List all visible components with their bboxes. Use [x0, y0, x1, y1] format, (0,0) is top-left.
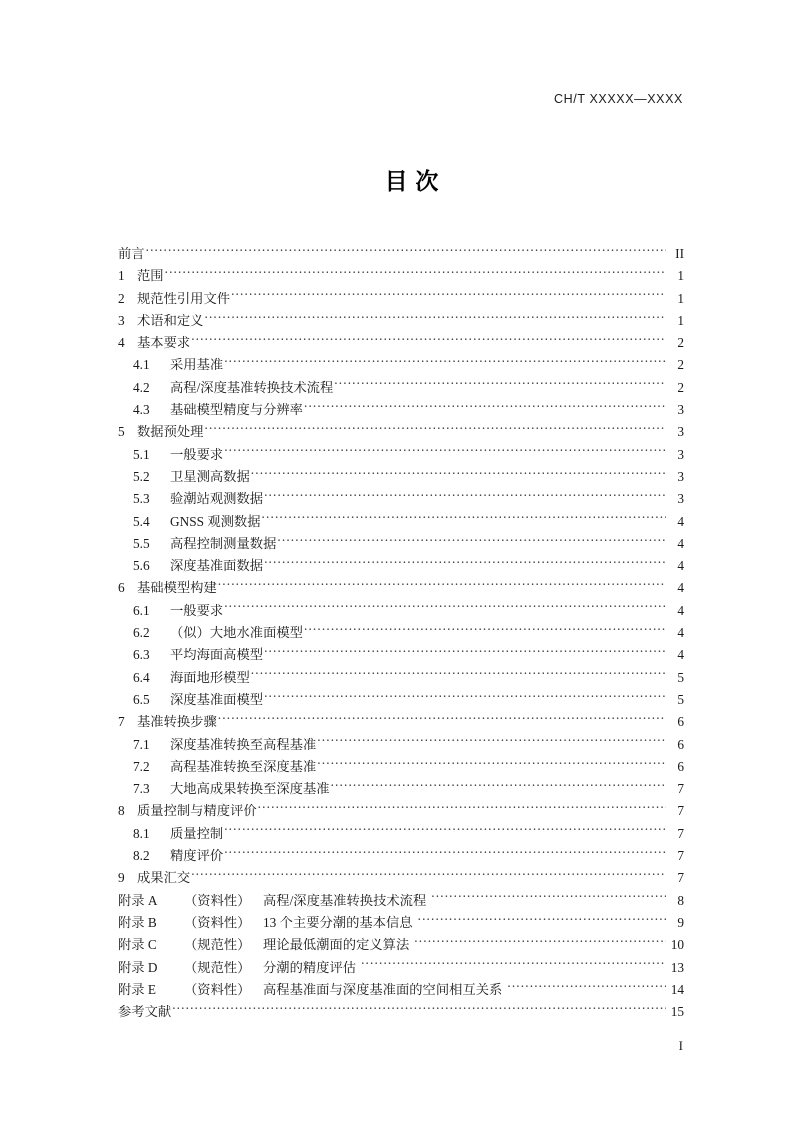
toc-entry[interactable] — [118, 756, 684, 778]
page-title: 目 次 — [384, 169, 440, 194]
toc-entry-page-number: 9 — [677, 914, 684, 930]
table-of-contents — [118, 243, 684, 1023]
toc-leader-dots — [204, 423, 666, 436]
toc-entry-page-number: 6 — [677, 736, 684, 752]
toc-entry-page-number: 4 — [677, 580, 684, 596]
toc-entry[interactable] — [118, 421, 684, 443]
toc-leader-dots — [331, 780, 666, 793]
toc-entry-label: 平均海面高模型 — [170, 647, 264, 663]
toc-entry-label: 基本要求 — [137, 335, 191, 351]
toc-entry-page-number: 7 — [677, 825, 684, 841]
toc-entry-number: 6.4 — [133, 669, 150, 685]
toc-entry-label: 深度基准面模型 — [170, 691, 264, 707]
toc-leader-dots — [414, 936, 666, 949]
toc-entry-annex-id: 附录 C — [118, 937, 157, 953]
toc-entry[interactable] — [118, 867, 684, 889]
toc-entry-label: 13 个主要分潮的基本信息 — [263, 914, 413, 930]
toc-entry-label: 基础模型精度与分辨率 — [170, 402, 303, 418]
toc-entry-page-number: 6 — [677, 758, 684, 774]
toc-entry-label: 精度评价 — [170, 848, 224, 864]
toc-entry-page-number: 14 — [670, 981, 684, 997]
toc-entry-page-number: 3 — [677, 491, 684, 507]
toc-entry[interactable] — [118, 265, 684, 287]
toc-entry-annex-kind: （资料性） — [184, 981, 251, 997]
toc-leader-dots — [251, 468, 666, 481]
toc-entry[interactable] — [118, 533, 684, 555]
toc-entry-number: 5.5 — [133, 535, 150, 551]
toc-leader-dots — [317, 758, 666, 771]
toc-entry-label: 一般要求 — [170, 602, 224, 618]
toc-entry-page-number: 4 — [677, 625, 684, 641]
toc-entry-label: 高程控制测量数据 — [170, 535, 277, 551]
toc-entry-page-number: 8 — [677, 892, 684, 908]
toc-entry-label: 术语和定义 — [137, 312, 204, 328]
toc-entry-page-number: 5 — [677, 691, 684, 707]
toc-entry-label: 采用基准 — [170, 357, 224, 373]
toc-entry-page-number: 6 — [677, 714, 684, 730]
toc-entry-page-number: 4 — [677, 647, 684, 663]
toc-entry[interactable] — [118, 555, 684, 577]
toc-entry-annex-kind: （规范性） — [184, 959, 251, 975]
toc-entry-number: 5.4 — [133, 513, 150, 529]
toc-leader-dots — [251, 668, 666, 681]
toc-entry-label: 海面地形模型 — [170, 669, 250, 685]
toc-entry-page-number: 7 — [677, 870, 684, 886]
toc-entry-page-number: 3 — [677, 468, 684, 484]
toc-leader-dots — [224, 356, 666, 369]
toc-entry-page-number: 4 — [677, 513, 684, 529]
toc-entry-label: （似）大地水准面模型 — [170, 625, 303, 641]
toc-entry[interactable] — [118, 912, 684, 934]
toc-entry-label: 范围 — [137, 268, 164, 284]
toc-entry-number: 6.1 — [133, 602, 150, 618]
toc-entry-page-number: 7 — [677, 781, 684, 797]
toc-leader-dots — [224, 601, 666, 614]
toc-leader-dots — [165, 267, 666, 280]
toc-leader-dots — [204, 312, 666, 325]
toc-entry-page-number: 10 — [670, 937, 684, 953]
toc-leader-dots — [231, 289, 666, 302]
toc-entry[interactable] — [118, 823, 684, 845]
toc-entry-number: 5.1 — [133, 446, 150, 462]
toc-entry-page-number: 1 — [677, 290, 684, 306]
toc-entry[interactable] — [118, 778, 684, 800]
toc-entry-page-number: 7 — [677, 848, 684, 864]
toc-entry-number: 5.6 — [133, 558, 150, 574]
toc-entry[interactable] — [118, 577, 684, 599]
toc-entry-number: 7.2 — [133, 758, 150, 774]
toc-entry-label: 成果汇交 — [137, 870, 191, 886]
toc-entry-label: 高程基准转换至深度基准 — [170, 758, 317, 774]
toc-entry-page-number: 3 — [677, 402, 684, 418]
toc-entry-number: 5.2 — [133, 468, 150, 484]
toc-leader-dots — [224, 847, 666, 860]
toc-entry-page-number: 3 — [677, 446, 684, 462]
toc-entry[interactable] — [118, 377, 684, 399]
toc-leader-dots — [258, 802, 666, 815]
toc-leader-dots — [334, 378, 666, 391]
toc-entry[interactable] — [118, 288, 684, 310]
toc-entry-label: 前言 — [118, 246, 145, 261]
toc-entry[interactable] — [118, 354, 684, 376]
toc-entry-page-number: 1 — [677, 268, 684, 284]
toc-entry-page-number: 4 — [677, 535, 684, 551]
toc-entry-page-number: 2 — [677, 379, 684, 395]
toc-entry-label: 分潮的精度评估 — [263, 959, 357, 975]
toc-entry-number: 4.1 — [133, 357, 150, 373]
toc-leader-dots — [224, 445, 666, 458]
toc-entry-number: 6.2 — [133, 625, 150, 641]
toc-entry[interactable] — [118, 979, 684, 1001]
toc-entry-number: 5.3 — [133, 491, 150, 507]
toc-leader-dots — [264, 490, 666, 503]
toc-leader-dots — [191, 334, 666, 347]
toc-entry-label: 高程基准面与深度基准面的空间相互关系 — [263, 981, 503, 997]
toc-entry-label: 一般要求 — [170, 446, 224, 462]
toc-leader-dots — [317, 735, 666, 748]
toc-entry[interactable] — [118, 243, 684, 265]
toc-entry-label: 基准转换步骤 — [137, 714, 217, 730]
toc-leader-dots — [277, 535, 666, 548]
toc-leader-dots — [418, 914, 666, 927]
toc-leader-dots — [172, 1003, 666, 1016]
toc-entry-annex-id: 附录 D — [118, 959, 158, 975]
toc-entry[interactable] — [118, 734, 684, 756]
toc-entry-number: 8.1 — [133, 825, 150, 841]
toc-entry[interactable] — [118, 845, 684, 867]
toc-entry-page-number: 7 — [677, 803, 684, 819]
toc-entry-number: 5 — [118, 424, 125, 440]
toc-entry[interactable] — [118, 934, 684, 956]
toc-entry[interactable] — [118, 466, 684, 488]
toc-leader-dots — [264, 691, 666, 704]
toc-leader-dots — [146, 245, 666, 258]
toc-leader-dots — [218, 579, 666, 592]
toc-entry-number: 4.3 — [133, 402, 150, 418]
toc-entry-annex-kind: （资料性） — [184, 914, 251, 930]
toc-entry-number: 9 — [118, 870, 125, 886]
toc-entry-number: 7 — [118, 714, 125, 730]
toc-entry-page-number: 4 — [677, 602, 684, 618]
toc-entry-page-number: 2 — [677, 357, 684, 373]
toc-entry[interactable] — [118, 600, 684, 622]
toc-entry[interactable] — [118, 957, 684, 979]
toc-entry-label: GNSS 观测数据 — [170, 513, 261, 529]
footer-page-number: I — [678, 1038, 683, 1053]
toc-entry[interactable] — [118, 332, 684, 354]
toc-entry-number: 3 — [118, 312, 125, 328]
toc-entry-label: 质量控制 — [170, 825, 224, 841]
toc-entry-number: 6 — [118, 580, 125, 596]
toc-entry-label: 大地高成果转换至深度基准 — [170, 781, 330, 797]
toc-entry-label: 验潮站观测数据 — [170, 491, 264, 507]
toc-leader-dots — [361, 958, 666, 971]
toc-entry-page-number: 5 — [677, 669, 684, 685]
toc-entry[interactable] — [118, 667, 684, 689]
toc-entry-annex-kind: （规范性） — [184, 937, 251, 953]
toc-entry-label: 质量控制与精度评价 — [137, 803, 257, 819]
document-header-standard-code: CH/T XXXXX—XXXX — [554, 92, 683, 106]
toc-leader-dots — [264, 557, 666, 570]
toc-entry-number: 7.3 — [133, 781, 150, 797]
toc-entry-page-number: 13 — [670, 959, 684, 975]
toc-entry-number: 6.5 — [133, 691, 150, 707]
toc-leader-dots — [218, 713, 666, 726]
toc-leader-dots — [304, 624, 666, 637]
toc-entry-label: 高程/深度基准转换技术流程 — [263, 892, 427, 908]
toc-entry-number: 1 — [118, 268, 125, 284]
toc-entry[interactable] — [118, 511, 684, 533]
toc-entry-annex-id: 附录 B — [118, 914, 157, 930]
toc-entry-page-number: 15 — [670, 1004, 684, 1020]
toc-entry-label: 理论最低潮面的定义算法 — [263, 937, 410, 953]
toc-entry-label: 深度基准面数据 — [170, 558, 264, 574]
toc-entry[interactable] — [118, 711, 684, 733]
toc-entry[interactable] — [118, 890, 684, 912]
toc-entry[interactable] — [118, 488, 684, 510]
toc-entry-label: 规范性引用文件 — [137, 290, 231, 306]
toc-entry-label: 卫星测高数据 — [170, 468, 250, 484]
toc-leader-dots — [304, 401, 666, 414]
toc-entry[interactable] — [118, 689, 684, 711]
toc-entry[interactable] — [118, 644, 684, 666]
toc-entry-label: 深度基准转换至高程基准 — [170, 736, 317, 752]
toc-entry-number: 8.2 — [133, 848, 150, 864]
toc-entry-page-number: 4 — [677, 558, 684, 574]
toc-entry[interactable] — [118, 444, 684, 466]
toc-leader-dots — [507, 981, 666, 994]
toc-entry-page-number: 2 — [677, 335, 684, 351]
toc-entry-number: 2 — [118, 290, 125, 306]
toc-leader-dots — [191, 869, 666, 882]
toc-entry-number: 4 — [118, 335, 125, 351]
toc-leader-dots — [431, 891, 666, 904]
toc-entry[interactable] — [118, 399, 684, 421]
toc-entry[interactable] — [118, 800, 684, 822]
toc-entry-annex-id: 附录 E — [118, 981, 157, 997]
toc-entry[interactable] — [118, 1001, 684, 1023]
toc-entry-annex-kind: （资料性） — [184, 892, 251, 908]
toc-entry-label: 数据预处理 — [137, 424, 204, 440]
toc-leader-dots — [264, 646, 666, 659]
toc-entry-number: 6.3 — [133, 647, 150, 663]
toc-entry[interactable] — [118, 310, 684, 332]
toc-entry-number: 7.1 — [133, 736, 150, 752]
toc-entry-number: 8 — [118, 803, 125, 819]
toc-entry-label: 高程/深度基准转换技术流程 — [170, 379, 334, 395]
toc-leader-dots — [224, 824, 666, 837]
toc-entry-page-number: II — [675, 246, 684, 261]
toc-entry-label: 参考文献 — [118, 1004, 172, 1020]
toc-entry-number: 4.2 — [133, 379, 150, 395]
toc-entry-annex-id: 附录 A — [118, 892, 158, 908]
toc-entry[interactable] — [118, 622, 684, 644]
toc-entry-page-number: 3 — [677, 424, 684, 440]
toc-entry-label: 基础模型构建 — [137, 580, 217, 596]
toc-leader-dots — [262, 512, 666, 525]
toc-entry-page-number: 1 — [677, 312, 684, 328]
